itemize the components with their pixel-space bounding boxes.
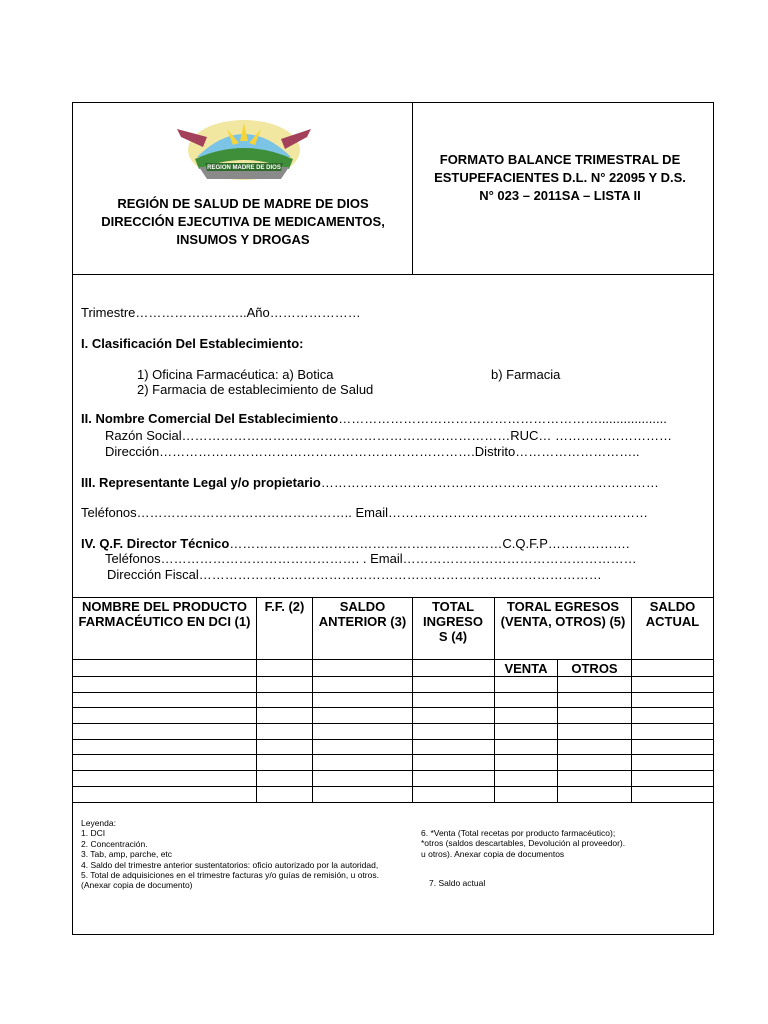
col-header-saldo-actual: SALDO ACTUAL bbox=[645, 599, 700, 629]
legend-item: 2. Concentración. bbox=[81, 838, 148, 849]
section-4-title: IV. Q.F. Director Técnico bbox=[81, 536, 230, 551]
section-2-dots: ……………………………………………………................... bbox=[338, 411, 667, 426]
org-line-1: REGIÓN DE SALUD DE MADRE DE DIOS bbox=[117, 196, 369, 211]
table-row-rule bbox=[73, 692, 713, 693]
legend-item: 5. Total de adquisiciones en el trimestre facturas y/o guías de remisión, u otros. bbox=[81, 870, 379, 881]
legend-item: u otros). Anexar copia de documentos bbox=[421, 848, 565, 859]
section-3-title: III. Representante Legal y/o propietario bbox=[81, 475, 321, 490]
legend-item: 6. *Venta (Total recetas por producto farmacéutico); bbox=[421, 828, 616, 838]
title-line-3: N° 023 – 2011SA – LISTA II bbox=[479, 188, 641, 203]
razon-social-field: Razón Social…………………………………………………….……………RUC… ……………………… bbox=[105, 428, 672, 443]
classification-item-1: 1) Oficina Farmacéutica: a) Botica bbox=[137, 367, 334, 382]
table-top-rule bbox=[73, 597, 713, 598]
table-row-rule bbox=[73, 786, 713, 787]
section-4-dots: ………………………………………………………C.Q.F.P………………. bbox=[229, 536, 630, 551]
legend-right bbox=[421, 828, 625, 859]
trimestre-field: Trimestre……………………..Año………………… bbox=[81, 305, 361, 320]
logo-caption: REGION MADRE DE DIOS bbox=[207, 165, 281, 171]
table-row-rule bbox=[73, 770, 713, 771]
col-header-ff: F.F. (2) bbox=[264, 599, 305, 614]
report-form bbox=[72, 102, 714, 935]
header-divider bbox=[412, 103, 413, 274]
telefonos-field: Teléfonos………………………………………….. Email…………………………………………………… bbox=[81, 505, 648, 520]
table-col-divider-5 bbox=[557, 659, 558, 802]
table-row-rule bbox=[73, 676, 713, 677]
header-bottom-rule bbox=[73, 274, 713, 275]
table-row-rule bbox=[73, 739, 713, 740]
col-header-producto: NOMBRE DEL PRODUCTO FARMACÉUTICO EN DCI (1) bbox=[78, 599, 251, 629]
legend-item: (Anexar copia de documento) bbox=[81, 880, 193, 891]
organization-name bbox=[81, 195, 405, 249]
telefonos-2-field: Teléfonos………………………………………. . Email……………………………………………… bbox=[105, 551, 637, 566]
col-header-total-egresos: TORAL EGRESOS (VENTA, OTROS) (5) bbox=[500, 599, 626, 629]
table-row-rule bbox=[73, 723, 713, 724]
section-3-dots: …………………………………………………………………… bbox=[320, 475, 659, 490]
table-col-divider-3 bbox=[412, 597, 413, 802]
legend-item: 1. DCI bbox=[81, 828, 106, 839]
table-bottom-rule bbox=[73, 802, 713, 803]
col-header-total-ingresos: TOTAL INGRESO S (4) bbox=[423, 599, 483, 644]
legend-item: *otros (saldos descartables, Devolución al proveedor). bbox=[421, 838, 626, 849]
legend-title: Leyenda: bbox=[81, 818, 116, 828]
org-line-3: INSUMOS Y DROGAS bbox=[176, 232, 310, 247]
subheader-otros: OTROS bbox=[571, 661, 618, 676]
form-title bbox=[417, 151, 703, 205]
classification-item-2: 2) Farmacia de establecimiento de Salud bbox=[137, 382, 374, 397]
region-logo bbox=[177, 117, 311, 183]
table-header-rule bbox=[73, 659, 713, 660]
legend-item: 4. Saldo del trimestre anterior sustentatorios: oficio autorizado por la autoridad, bbox=[81, 859, 379, 870]
classification-option-farmacia: b) Farmacia bbox=[491, 367, 561, 382]
section-2-line bbox=[81, 411, 667, 426]
table-row-rule bbox=[73, 754, 713, 755]
title-line-1: FORMATO BALANCE TRIMESTRAL DE bbox=[439, 152, 681, 167]
legend-item: 7. Saldo actual bbox=[429, 878, 486, 888]
legend-left bbox=[81, 818, 379, 891]
col-header-saldo-anterior: SALDO ANTERIOR (3) bbox=[318, 599, 407, 629]
section-3-line bbox=[81, 475, 659, 490]
legend-item: 3. Tab, amp, parche, etc bbox=[81, 849, 173, 860]
section-4-line bbox=[81, 536, 629, 551]
table-col-divider-1 bbox=[256, 597, 257, 802]
table-row-rule bbox=[73, 707, 713, 708]
direccion-fiscal-field: Dirección Fiscal………………………………………………………………………………… bbox=[107, 567, 602, 582]
title-line-2: ESTUPEFACIENTES D.L. N° 22095 Y D.S. bbox=[434, 170, 686, 185]
section-1-title: I. Clasificación Del Establecimiento: bbox=[81, 336, 304, 351]
direccion-field: Dirección……………………………………………………………….Distrito……………………….. bbox=[105, 444, 640, 459]
subheader-venta: VENTA bbox=[504, 661, 548, 676]
org-line-2: DIRECCIÓN EJECUTIVA DE MEDICAMENTOS, bbox=[101, 214, 385, 229]
section-2-title: II. Nombre Comercial Del Establecimiento bbox=[81, 411, 339, 426]
